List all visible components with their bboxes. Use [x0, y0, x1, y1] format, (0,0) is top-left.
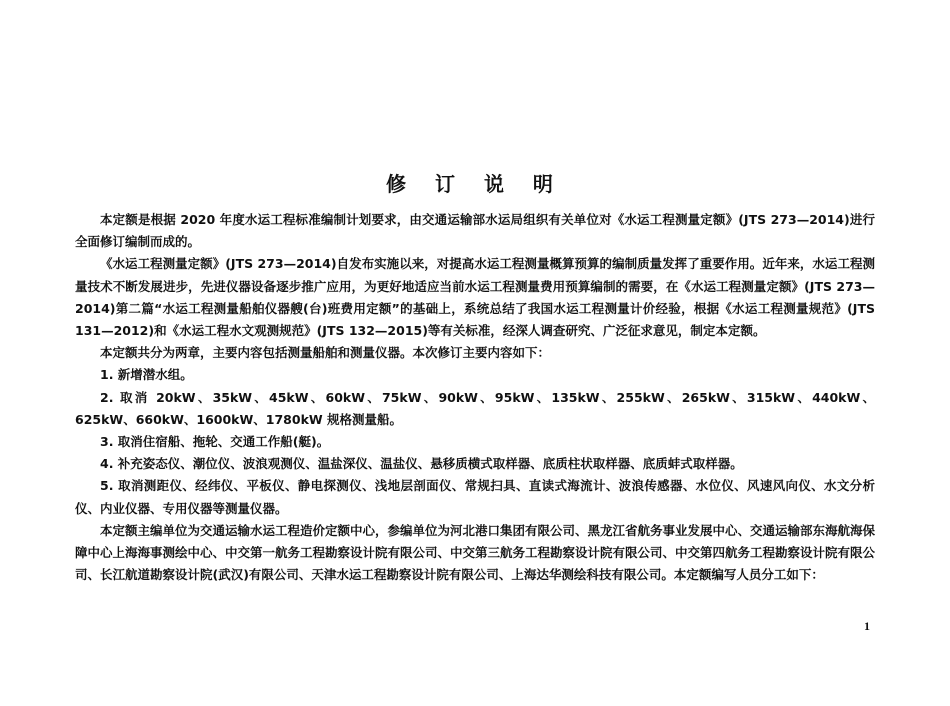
list-item: 4. 补充姿态仪、潮位仪、波浪观测仪、温盐深仪、温盐仪、悬移质横式取样器、底质柱状取样器、底质蚌式取样器。 [100, 456, 743, 472]
list-item: 3. 取消住宿船、拖轮、交通工作船(艇)。 [100, 434, 330, 450]
paragraph-background: 《水运工程测量定额》(JTS 273—2014)自发布实施以来，对提高水运工程测量概算预算的编制质量发挥了重要作用。近年来，水运工程测量技术不断发展进步，先进仪器设备逐步推广应用，为更好地适应当前水运工程测量费用预算编制的需要，在《水运工程测量定额》(JTS 273—2014)第二篇“水运工程测量船舶仪器艘(台)班费用定额”的基础上，系统总结了我国水运工程测量计价经验，根据《水运工程测量规范》(JTS 131—2012)和《水运工程水文观测规范》(JTS 132—2015)等有关标准，经深人调查研究、广泛征求意见，制定本定额。 [75, 256, 875, 339]
paragraph-units: 本定额主编单位为交通运输水运工程造价定额中心，参编单位为河北港口集团有限公司、黑龙江省航务事业发展中心、交通运输部东海航海保障中心上海海事测绘中心、中交第一航务工程勘察设计院有限公司、中交第三航务工程勘察设计院有限公司、中交第四航务工程勘察设计院有限公司、长江航道勘察设计院(武汉)有限公司、天津水运工程勘察设计院有限公司、上海达华测绘科技有限公司。本定额编写人员分工如下： [75, 522, 876, 583]
page-title: 修 订 说 明 [386, 172, 564, 196]
list-item: 2. 取消 20kW、35kW、45kW、60kW、75kW、90kW、95kW、135kW、255kW、265kW、315kW、440kW、625kW、660kW、1600kW、1780kW 规格测量船。 [75, 389, 875, 427]
list-item: 1. 新增潜水组。 [100, 367, 193, 383]
page-number: 1 [864, 619, 870, 633]
list-item: 5. 取消测距仪、经纬仪、平板仪、静电探测仪、浅地层剖面仪、常规扫具、直读式海流计、波浪传感器、水位仪、风速风向仪、水文分析仪、内业仪器、专用仪器等测量仪器。 [75, 478, 875, 516]
body-text [75, 209, 875, 586]
paragraph-summary: 本定额共分为两章，主要内容包括测量船舶和测量仪器。本次修订主要内容如下： [100, 345, 551, 361]
paragraph-intro: 本定额是根据 2020 年度水运工程标准编制计划要求，由交通运输部水运局组织有关单位对《水运工程测量定额》(JTS 273—2014)进行全面修订编制而成的。 [75, 212, 875, 250]
